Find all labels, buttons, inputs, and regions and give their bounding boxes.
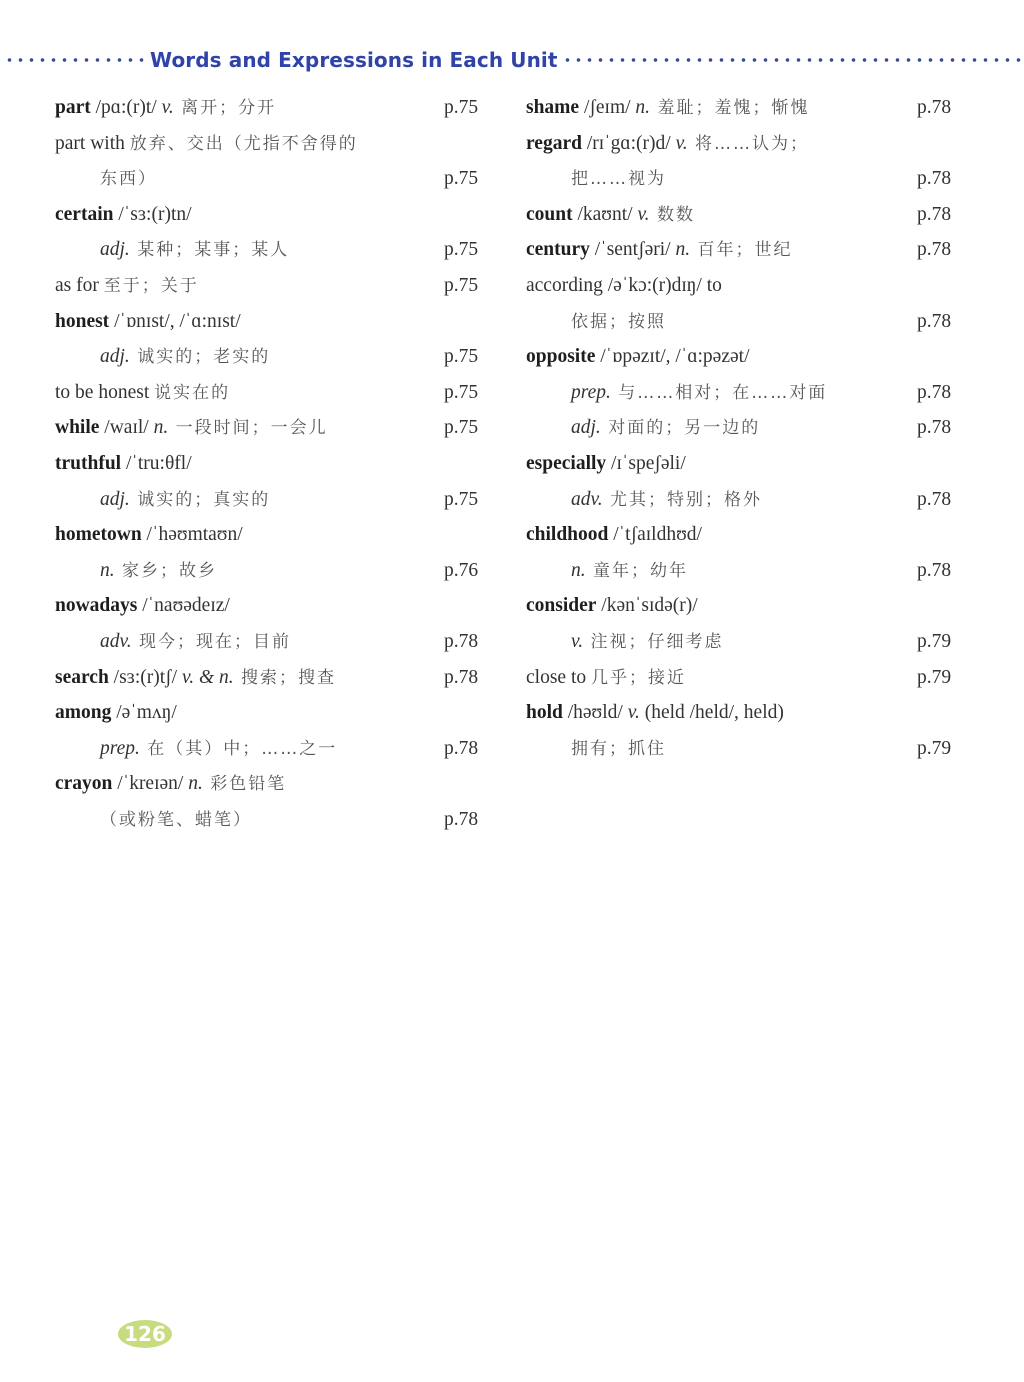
part-of-speech: adv. <box>100 630 132 652</box>
phonetic: /ˈtru:θfl/ <box>121 452 192 474</box>
vocab-entry <box>55 731 495 767</box>
vocab-entry <box>526 517 966 553</box>
entry-text <box>526 268 722 304</box>
vocab-entry <box>526 126 966 162</box>
part-of-speech: v. & n. <box>181 666 234 688</box>
page-reference: p.78 <box>917 417 952 439</box>
chinese-meaning: 几乎；接近 <box>590 667 686 688</box>
entry-text <box>571 553 688 590</box>
vocab-entry <box>55 802 495 838</box>
vocab-entry <box>526 304 966 340</box>
page-reference: p.75 <box>444 168 479 190</box>
entry-text <box>526 446 686 482</box>
headword: crayon <box>55 773 113 795</box>
page-reference: p.75 <box>444 239 479 261</box>
page-number-badge: 126 <box>118 1320 172 1348</box>
entry-text <box>55 446 192 482</box>
page-reference: p.75 <box>444 417 479 439</box>
chinese-meaning: 一段时间；一会儿 <box>168 418 328 439</box>
entry-text <box>571 161 666 198</box>
vocab-entry <box>55 410 495 446</box>
vocab-entry <box>55 90 495 126</box>
vocab-entry <box>526 482 966 518</box>
page-reference: p.78 <box>917 310 952 332</box>
chinese-meaning: 数数 <box>649 204 695 225</box>
part-of-speech: prep. <box>571 381 611 403</box>
entry-text <box>100 232 289 269</box>
page-reference: p.78 <box>444 630 479 652</box>
entry-text <box>526 339 749 375</box>
vocab-entry <box>526 553 966 589</box>
vocab-entry <box>526 161 966 197</box>
headword: search <box>55 666 109 688</box>
page-reference: p.78 <box>917 97 952 118</box>
chinese-meaning: 百年；世纪 <box>690 240 793 261</box>
entry-text <box>100 731 337 768</box>
phrase: to be honest <box>55 381 155 403</box>
part-of-speech: n. <box>571 559 586 581</box>
headword: certain <box>55 203 114 225</box>
entry-text <box>55 90 276 127</box>
entry-text <box>55 766 286 803</box>
vocab-entry <box>526 197 966 233</box>
chinese-meaning: 彩色铅笔 <box>202 774 287 795</box>
vocab-entry <box>55 161 495 197</box>
section-header <box>0 44 1024 76</box>
vocab-entry <box>526 731 966 767</box>
entry-text <box>526 517 702 553</box>
entry-text <box>55 126 358 163</box>
entry-text <box>526 588 698 624</box>
vocab-entry <box>55 553 495 589</box>
vocab-entry <box>526 268 966 304</box>
page-reference: p.78 <box>917 559 952 581</box>
chinese-meaning: 尤其；特别；格外 <box>602 489 762 510</box>
headword: opposite <box>526 346 596 368</box>
vocab-entry <box>526 624 966 660</box>
phrase: as for <box>55 274 104 296</box>
entry-text <box>55 517 243 553</box>
page-reference: p.78 <box>917 239 952 261</box>
part-of-speech: n. <box>153 417 169 439</box>
entry-text <box>100 482 270 519</box>
phonetic: /ˈhəʊmtaʊn/ <box>141 524 243 546</box>
part-of-speech: adv. <box>571 488 603 510</box>
chinese-meaning: 童年；幼年 <box>585 560 689 581</box>
chinese-meaning: 现今；现在；目前 <box>131 631 291 652</box>
entry-text <box>100 553 217 590</box>
phonetic: /ˈsentʃəri/ <box>589 239 676 261</box>
headword: shame <box>526 97 580 118</box>
phonetic: /pɑ:(r)t/ <box>90 97 162 118</box>
vocab-entry <box>526 446 966 482</box>
phonetic: /həʊld/ <box>562 702 628 724</box>
headword: honest <box>55 310 110 332</box>
phonetic: /ˈɒpəzɪt/, /ˈɑ:pəzət/ <box>595 346 750 368</box>
headword: truthful <box>55 452 122 474</box>
page-reference: p.78 <box>444 808 479 830</box>
chinese-meaning: 离开；分开 <box>173 98 277 118</box>
chinese-meaning: 诚实的；老实的 <box>129 347 271 368</box>
chinese-meaning: 搜索；搜查 <box>233 667 337 688</box>
entry-text <box>55 588 230 624</box>
part-of-speech: n. <box>100 559 115 581</box>
entry-text <box>571 482 762 519</box>
vocab-entry <box>526 660 966 696</box>
phonetic: /ʃeɪm/ <box>579 97 636 118</box>
phonetic: /sɜ:(r)tʃ/ <box>108 666 182 688</box>
vocab-entry <box>55 126 495 162</box>
chinese-meaning: 依据；按照 <box>571 311 666 332</box>
part-of-speech: v. <box>637 203 650 225</box>
entry-text <box>571 410 760 447</box>
phonetic: /ˈsɜ:(r)tn/ <box>113 203 192 225</box>
chinese-meaning: （或粉笔、蜡笔） <box>100 809 252 830</box>
page-reference: p.78 <box>917 168 952 190</box>
page-reference: p.75 <box>444 346 479 368</box>
part-of-speech: n. <box>635 97 651 118</box>
page-reference: p.79 <box>917 666 952 688</box>
vocab-entry <box>526 339 966 375</box>
phrase: close to <box>526 666 591 688</box>
chinese-meaning: 诚实的；真实的 <box>129 489 271 510</box>
entry-text <box>571 731 666 768</box>
part-of-speech: prep. <box>100 737 140 759</box>
entry-text <box>55 268 199 305</box>
chinese-meaning: 对面的；另一边的 <box>600 418 761 439</box>
entry-text <box>100 339 270 376</box>
phonetic: /ˈtʃaɪldhʊd/ <box>608 524 702 546</box>
vocab-entry <box>55 482 495 518</box>
entry-text <box>526 126 809 163</box>
headword: while <box>55 417 100 439</box>
header-dots-left <box>4 58 150 62</box>
vocab-entry <box>526 695 966 731</box>
part-of-speech: adj. <box>571 417 601 439</box>
page-reference: p.76 <box>444 559 479 581</box>
entry-text <box>526 695 784 731</box>
headword: hometown <box>55 524 142 546</box>
vocab-column-right <box>526 90 966 766</box>
entry-text <box>526 660 686 697</box>
headword: childhood <box>526 524 609 546</box>
page-reference: p.79 <box>917 737 952 759</box>
chinese-meaning: 东西） <box>100 169 157 190</box>
page-reference: p.75 <box>444 488 479 510</box>
chinese-meaning: 把……视为 <box>571 169 666 190</box>
chinese-meaning: 某种；某事；某人 <box>129 240 290 261</box>
headword: count <box>526 203 573 225</box>
vocab-entry <box>55 446 495 482</box>
entry-text <box>55 304 241 340</box>
chinese-meaning: 拥有；抓住 <box>571 738 666 759</box>
headword: part <box>55 97 91 118</box>
part-of-speech: adj. <box>100 239 130 261</box>
vocab-entry <box>526 410 966 446</box>
header-dots-right <box>562 58 1022 62</box>
page-reference: p.78 <box>444 737 479 759</box>
part-of-speech: v. <box>627 702 640 724</box>
chinese-meaning: 与……相对；在……对面 <box>610 382 828 403</box>
headword: among <box>55 702 112 724</box>
phonetic: /rɪˈgɑ:(r)d/ <box>581 132 676 154</box>
inflection: (held /held/, held) <box>639 702 784 724</box>
headword: hold <box>526 702 563 724</box>
vocab-entry <box>526 375 966 411</box>
entry-text <box>571 304 666 341</box>
part-of-speech: n. <box>188 773 203 795</box>
vocab-entry <box>55 232 495 268</box>
vocab-entry <box>55 695 495 731</box>
phonetic: /əˈmʌŋ/ <box>111 702 177 724</box>
chinese-meaning: 家乡；故乡 <box>114 560 218 581</box>
entry-text <box>55 695 177 731</box>
phonetic: /kaʊnt/ <box>572 203 638 225</box>
vocab-entry <box>55 339 495 375</box>
phonetic: /kənˈsɪdə(r)/ <box>596 595 698 617</box>
part-of-speech: v. <box>161 97 174 118</box>
page-reference: p.75 <box>444 97 479 118</box>
entry-text <box>55 410 328 447</box>
phonetic: /ɪˈspeʃəli/ <box>606 452 686 474</box>
chinese-meaning: 将……认为； <box>687 133 810 154</box>
page-reference: p.75 <box>444 381 479 403</box>
vocab-entry <box>526 232 966 268</box>
entry-text <box>571 624 724 661</box>
vocab-entry <box>55 304 495 340</box>
page-reference: p.78 <box>917 381 952 403</box>
part-of-speech: v. <box>571 630 584 652</box>
page-reference: p.79 <box>917 630 952 652</box>
phonetic: /waɪl/ <box>99 417 154 439</box>
chinese-meaning: 说实在的 <box>154 382 231 403</box>
chinese-meaning: 放弃、交出（尤指不舍得的 <box>129 133 358 154</box>
entry-text <box>526 90 809 127</box>
chinese-meaning: 在（其）中；……之一 <box>139 738 338 759</box>
entry-text <box>100 624 291 661</box>
vocab-entry <box>526 90 966 126</box>
phonetic: /ˈɒnɪst/, /ˈɑ:nɪst/ <box>109 310 241 332</box>
entry-text <box>55 375 230 412</box>
entry-text <box>55 197 192 233</box>
part-of-speech: v. <box>675 132 688 154</box>
page-reference: p.78 <box>444 666 479 688</box>
phrase: according /əˈkɔ:(r)dɪŋ/ to <box>526 274 722 296</box>
phonetic: /ˈnaʊədeɪz/ <box>137 595 230 617</box>
entry-text <box>571 375 827 412</box>
vocab-column-left <box>55 90 495 837</box>
phonetic: /ˈkreɪən/ <box>112 773 189 795</box>
entry-text <box>526 197 695 234</box>
headword: nowadays <box>55 595 138 617</box>
page-reference: p.78 <box>917 203 952 225</box>
part-of-speech: adj. <box>100 346 130 368</box>
vocab-entry <box>55 197 495 233</box>
vocab-entry <box>55 624 495 660</box>
section-title: Words and Expressions in Each Unit <box>150 48 558 72</box>
vocab-entry <box>55 660 495 696</box>
page-reference: p.75 <box>444 274 479 296</box>
chinese-meaning: 羞耻；羞愧；惭愧 <box>650 98 810 118</box>
headword: century <box>526 239 590 261</box>
vocab-entry <box>55 375 495 411</box>
chinese-meaning: 至于；关于 <box>103 275 199 296</box>
part-of-speech: adj. <box>100 488 130 510</box>
entry-text <box>526 232 793 269</box>
entry-text <box>100 802 252 839</box>
entry-text <box>100 161 157 198</box>
vocab-entry <box>55 588 495 624</box>
headword: consider <box>526 595 597 617</box>
headword: especially <box>526 452 607 474</box>
vocab-entry <box>526 588 966 624</box>
vocab-entry <box>55 766 495 802</box>
entry-text <box>55 660 336 697</box>
vocab-entry <box>55 268 495 304</box>
page-reference: p.78 <box>917 488 952 510</box>
headword: regard <box>526 132 582 154</box>
part-of-speech: n. <box>675 239 691 261</box>
chinese-meaning: 注视；仔细考虑 <box>583 631 724 652</box>
vocab-entry <box>55 517 495 553</box>
phrase: part with <box>55 132 130 154</box>
